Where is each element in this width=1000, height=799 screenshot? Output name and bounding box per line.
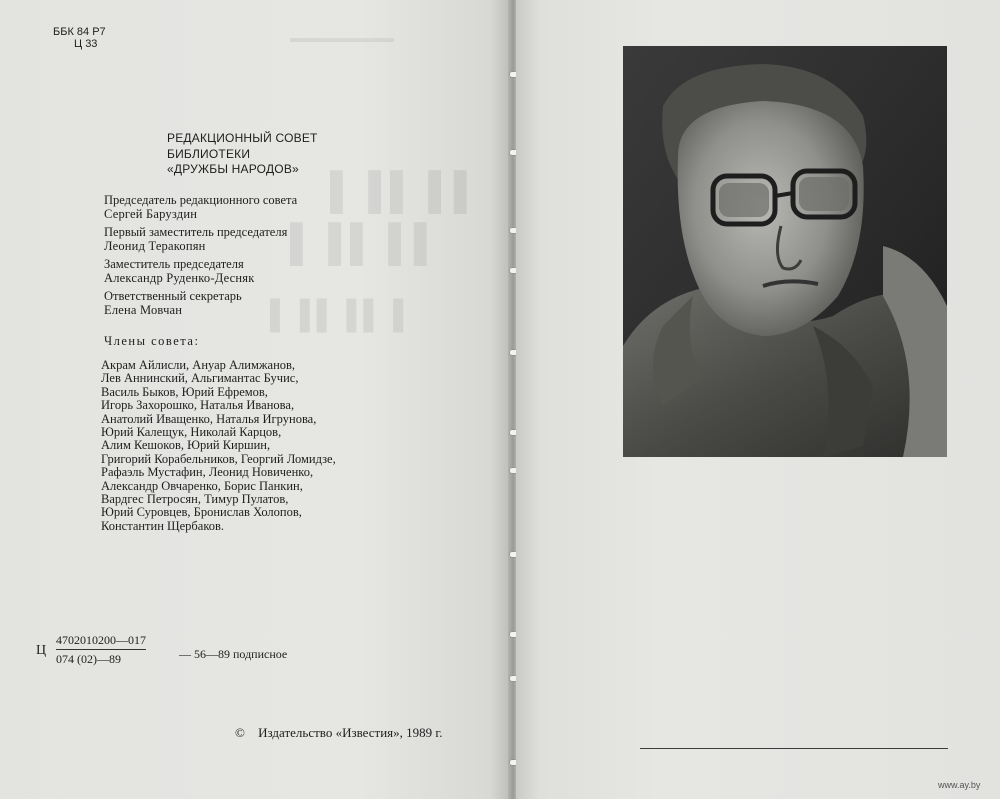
- index-subscription: — 56—89 подписное: [179, 647, 288, 661]
- council-line: «ДРУЖБЫ НАРОДОВ»: [167, 162, 299, 176]
- members-line: Анатолий Иващенко, Наталья Игрунова,: [101, 411, 317, 426]
- members-line: Юрий Калещук, Николай Карцов,: [101, 425, 282, 440]
- bbk-code: ББК 84 Р7: [53, 26, 106, 38]
- editorial-council-heading: [167, 131, 318, 178]
- role-title: Председатель редакционного совета: [104, 193, 298, 207]
- index-denominator: 074 (02)—89: [56, 652, 121, 666]
- members-line: Василь Быков, Юрий Ефремов,: [101, 384, 268, 399]
- members-line: Акрам Айлисли, Ануар Алимжанов,: [101, 358, 296, 372]
- role-name: Александр Руденко-Десняк: [104, 270, 255, 285]
- author-portrait-photo: [623, 46, 947, 457]
- portrait-illustration: [623, 46, 947, 457]
- members-line: Лев Аннинский, Альгимантас Бучис,: [101, 371, 299, 386]
- show-through-text: ▌▐ ▌▐▐: [330, 171, 467, 211]
- site-watermark: www.ay.by: [938, 780, 981, 790]
- members-heading: Члены совета:: [104, 334, 200, 348]
- role-name: Леонид Теракопян: [104, 238, 206, 253]
- role-title: Заместитель председателя: [104, 257, 244, 271]
- members-line: Рафаэль Мустафин, Леонид Новиченко,: [101, 465, 314, 480]
- signature-rule: [640, 748, 948, 749]
- author-cipher: Ц 33: [74, 38, 98, 50]
- members-list: [101, 359, 336, 533]
- role-first-deputy: [104, 226, 287, 253]
- members-line: Константин Щербаков.: [101, 518, 225, 533]
- members-line: Юрий Суровцев, Бронислав Холопов,: [101, 505, 302, 520]
- publisher-copyright: Издательство «Известия», 1989 г.: [258, 725, 443, 740]
- members-line: Александр Овчаренко, Борис Панкин,: [101, 478, 303, 493]
- role-name: Елена Мовчан: [104, 302, 183, 317]
- members-line: Вардгес Петросян, Тимур Пулатов,: [101, 492, 289, 507]
- show-through-text: ▬▬▬▬▬▬▬▬: [290, 30, 394, 45]
- index-numerator: 4702010200—017: [56, 633, 146, 650]
- bbk-classification: [53, 26, 106, 50]
- role-name: Сергей Баруздин: [104, 206, 198, 221]
- index-letter: Ц: [36, 643, 47, 658]
- copyright-line: [235, 726, 443, 739]
- council-line: БИБЛИОТЕКИ: [167, 146, 251, 161]
- role-title: Ответственный секретарь: [104, 289, 242, 303]
- members-line: Алим Кешоков, Юрий Киршин,: [101, 438, 271, 453]
- show-through-text: ▌▐ ▌▐▐: [290, 223, 427, 263]
- role-title: Первый заместитель председателя: [104, 225, 288, 239]
- council-line: РЕДАКЦИОННЫЙ СОВЕТ: [167, 131, 318, 145]
- role-deputy: [104, 258, 255, 285]
- members-line: Григорий Корабельников, Георгий Ломидзе,: [101, 451, 336, 466]
- copyright-icon: ©: [235, 725, 245, 740]
- members-line: Игорь Захорошко, Наталья Иванова,: [101, 398, 295, 413]
- role-chairman: [104, 194, 297, 221]
- show-through-text: ▌▐ ▌▐ ▌▐: [270, 300, 404, 331]
- role-secretary: [104, 290, 242, 317]
